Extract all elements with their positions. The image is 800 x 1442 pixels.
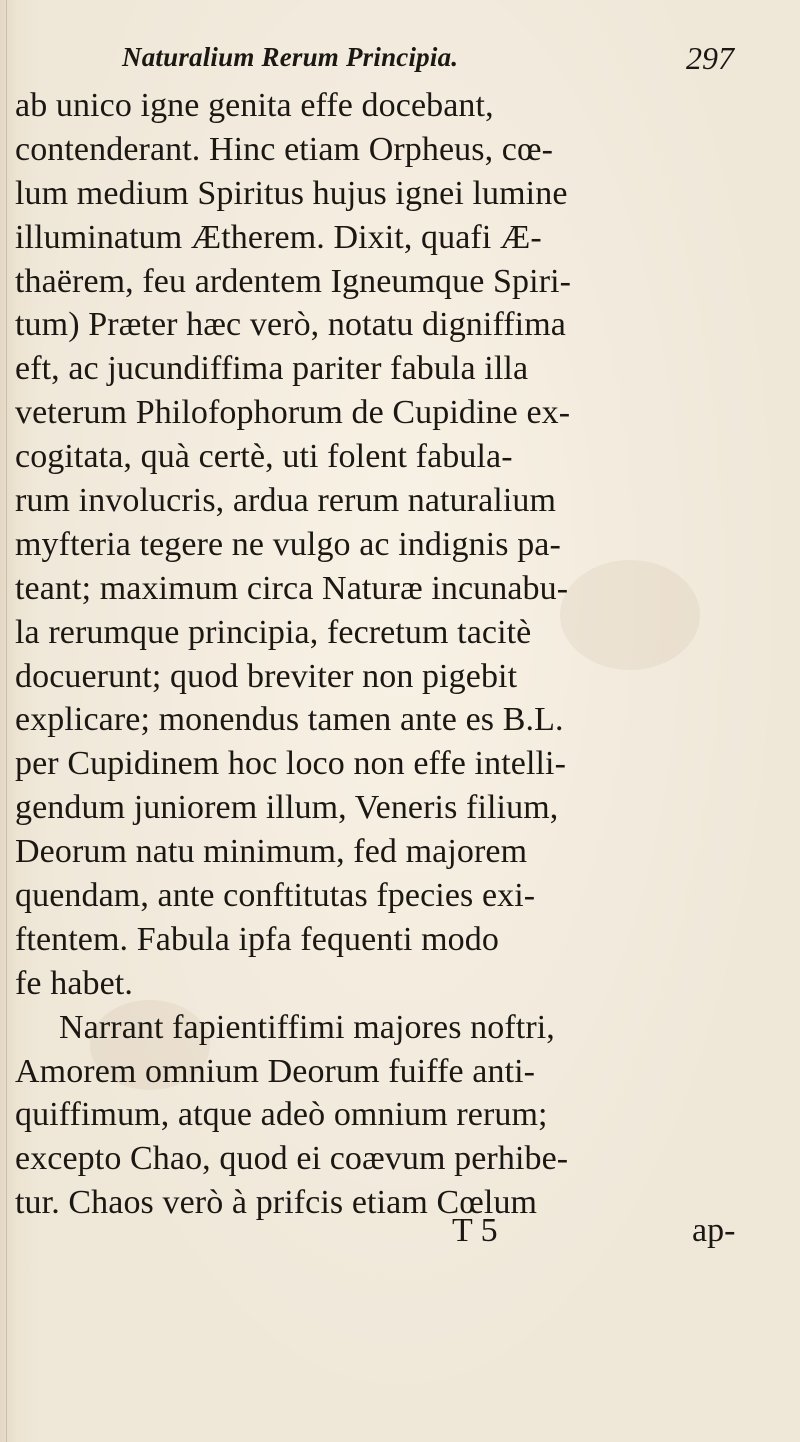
- text-line: quiffimum, atque adeò omnium rerum;: [15, 1096, 548, 1134]
- text-line: excepto Chao, quod ei coævum perhibe-: [15, 1140, 569, 1178]
- text-line: contenderant. Hinc etiam Orpheus, cœ-: [15, 130, 554, 168]
- signature-mark: T 5: [452, 1212, 498, 1249]
- text-line: fe habet.: [15, 964, 133, 1002]
- text-line: Deorum natu minimum, fed majorem: [15, 833, 528, 871]
- text-line: quendam, ante conftitutas fpecies exi-: [15, 877, 536, 915]
- text-line: teant; maximum circa Naturæ incunabu-: [15, 569, 569, 607]
- page-number: 297: [686, 40, 734, 76]
- text-line: ab unico igne genita effe docebant,: [15, 87, 494, 124]
- text-line: illuminatum Ætherem. Dixit, quafi Æ-: [15, 218, 542, 256]
- running-head: [0, 42, 800, 82]
- text-line: cogitata, quà certè, uti folent fabula-: [15, 438, 513, 476]
- text-line: tum) Præter hæc verò, notatu digniffima: [15, 306, 566, 344]
- text-line: la rerumque principia, fecretum tacitè: [15, 613, 532, 651]
- page-footer: [0, 1212, 800, 1256]
- text-line: per Cupidinem hoc loco non effe intelli-: [15, 745, 567, 783]
- text-line: veterum Philofophorum de Cupidine ex-: [15, 394, 571, 432]
- paragraph-start-line: Narrant fapientiffimi majores noftri,: [59, 1008, 555, 1046]
- text-line: explicare; monendus tamen ante es B.L.: [15, 701, 564, 739]
- text-line: gendum juniorem illum, Veneris filium,: [15, 789, 559, 827]
- text-line: docuerunt; quod breviter non pigebit: [15, 657, 518, 695]
- text-line: tur. Chaos verò à prifcis etiam Cœlum: [15, 1184, 538, 1222]
- text-line: lum medium Spiritus hujus ignei lumine: [15, 174, 568, 212]
- text-line: myfteria tegere ne vulgo ac indignis pa-: [15, 525, 561, 563]
- running-title: Naturalium Rerum Principia.: [122, 42, 459, 72]
- text-line: ftentem. Fabula ipfa fequenti modo: [15, 920, 499, 958]
- text-line: rum involucris, ardua rerum naturalium: [15, 482, 557, 520]
- catchword: ap-: [692, 1212, 736, 1249]
- text-line: thaërem, feu ardentem Igneumque Spiri-: [15, 262, 572, 300]
- text-line: eft, ac jucundiffima pariter fabula illa: [15, 350, 529, 388]
- text-line: Amorem omnium Deorum fuiffe anti-: [15, 1052, 536, 1090]
- body-text: [15, 84, 795, 1225]
